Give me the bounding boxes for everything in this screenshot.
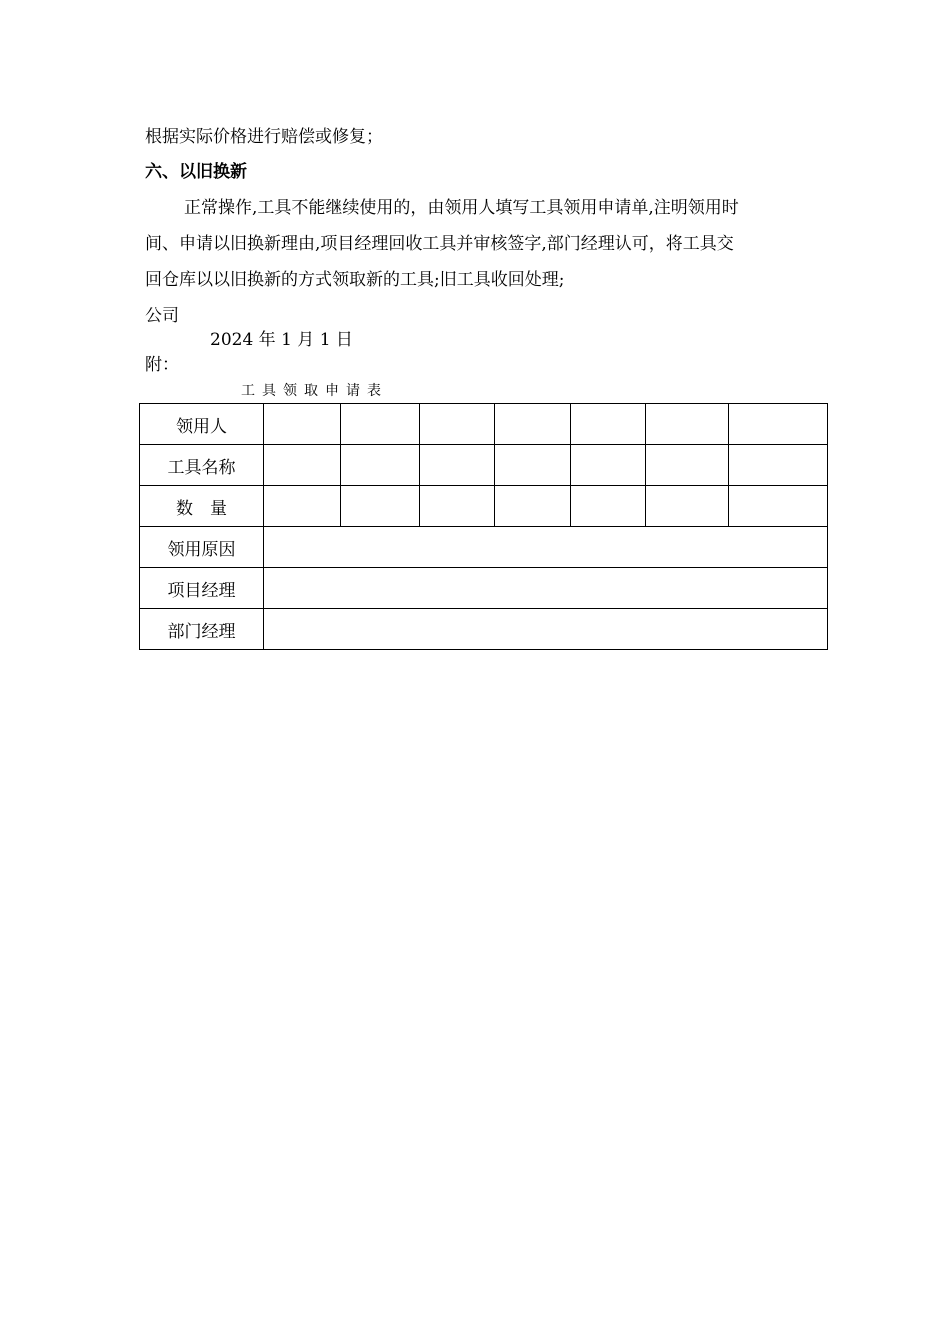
tool-name-label: 工具名称 [140, 445, 264, 486]
project-manager-label: 项目经理 [140, 568, 264, 609]
reason-cell[interactable] [264, 527, 828, 568]
recipient-cell[interactable] [729, 404, 828, 445]
reason-label: 领用原因 [140, 527, 264, 568]
quantity-cell[interactable] [729, 486, 828, 527]
table-row-department-manager [140, 609, 828, 650]
recipient-label: 领用人 [140, 404, 264, 445]
table-row-reason [140, 527, 828, 568]
tool-name-cell[interactable] [571, 445, 646, 486]
table-row-project-manager [140, 568, 828, 609]
recipient-cell[interactable] [420, 404, 495, 445]
table-row-quantity [140, 486, 828, 527]
paragraph-line-2: 间、申请以旧换新理由,项目经理回收工具并审核签字,部门经理认可，将工具交 [145, 234, 734, 254]
tool-name-cell[interactable] [341, 445, 420, 486]
compensation-line: 根据实际价格进行赔偿或修复； [145, 127, 383, 147]
recipient-cell[interactable] [646, 404, 729, 445]
form-title: 工具领取申请表 [241, 383, 388, 399]
tool-name-cell[interactable] [646, 445, 729, 486]
quantity-cell[interactable] [646, 486, 729, 527]
recipient-cell[interactable] [264, 404, 341, 445]
project-manager-cell[interactable] [264, 568, 828, 609]
company-label: 公司 [145, 306, 179, 326]
paragraph-line-1: 正常操作,工具不能继续使用的，由领用人填写工具领用申请单,注明领用时 [184, 198, 739, 218]
paragraph-line-3: 回仓库以以旧换新的方式领取新的工具;旧工具收回处理; [145, 270, 565, 290]
quantity-cell[interactable] [420, 486, 495, 527]
tool-request-form [139, 403, 828, 650]
recipient-cell[interactable] [571, 404, 646, 445]
department-manager-label: 部门经理 [140, 609, 264, 650]
quantity-cell[interactable] [341, 486, 420, 527]
table-row-tool-name [140, 445, 828, 486]
tool-name-cell[interactable] [420, 445, 495, 486]
quantity-label: 数 量 [140, 486, 264, 527]
recipient-cell[interactable] [341, 404, 420, 445]
attachment-label: 附： [145, 355, 179, 375]
quantity-cell[interactable] [264, 486, 341, 527]
department-manager-cell[interactable] [264, 609, 828, 650]
table-row-recipient [140, 404, 828, 445]
tool-name-cell[interactable] [729, 445, 828, 486]
section-heading: 六、以旧换新 [145, 162, 247, 182]
quantity-cell[interactable] [495, 486, 571, 527]
document-date: 2024 年 1 月 1 日 [210, 330, 353, 350]
tool-name-cell[interactable] [264, 445, 341, 486]
quantity-cell[interactable] [571, 486, 646, 527]
recipient-cell[interactable] [495, 404, 571, 445]
tool-name-cell[interactable] [495, 445, 571, 486]
